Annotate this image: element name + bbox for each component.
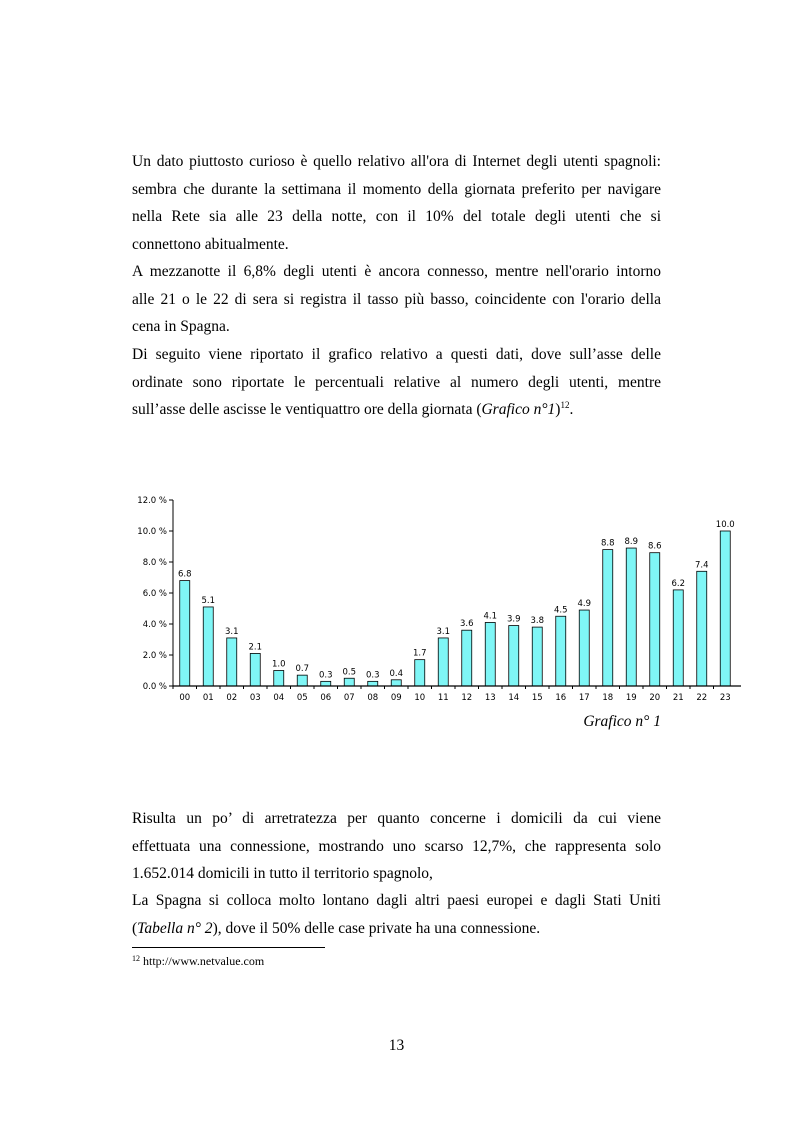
paragraph-2-line-2: alle 21 o le 22 di sera si registra il tasso più basso, coincidente con l'orario della	[132, 291, 661, 308]
data-label: 10.0	[715, 520, 735, 530]
x-tick-label: 21	[672, 693, 684, 703]
paragraph-1-line-4: connettono abitualmente.	[132, 236, 289, 253]
data-label: 3.6	[459, 619, 474, 630]
paragraph-1-line-2: sembra che durante la settimana il momento della giornata preferito per navigare	[132, 181, 661, 198]
x-tick-label: 14	[508, 693, 520, 703]
footnote-number: 12	[132, 954, 140, 963]
data-label: 6.2	[671, 578, 686, 589]
paragraph-5-line-2	[132, 915, 661, 943]
bar	[438, 638, 448, 686]
data-label: 3.1	[224, 626, 239, 637]
bar	[344, 678, 354, 686]
page-number: 13	[388, 1037, 405, 1054]
x-tick-label: 11	[437, 693, 449, 703]
data-label: 0.5	[342, 667, 357, 678]
paragraph-3-end: .	[569, 401, 574, 418]
paragraph-2-line-3: cena in Spagna.	[132, 318, 230, 335]
data-label: 4.1	[483, 611, 498, 622]
bar	[391, 680, 401, 686]
data-label: 0.3	[318, 670, 333, 681]
data-label: 0.4	[389, 668, 404, 679]
data-label: 0.3	[365, 670, 380, 681]
bar	[203, 607, 213, 686]
data-label: 3.1	[436, 626, 451, 637]
bar	[274, 671, 284, 687]
paragraph-3-line-3	[132, 396, 661, 424]
y-tick-label: 6.0 %	[142, 589, 167, 599]
y-tick-label: 4.0 %	[142, 620, 167, 630]
y-tick-label: 12.0 %	[137, 496, 167, 506]
paragraph-1-line-1: Un dato piuttosto curioso è quello relativo all'ora di Internet degli utenti spagnoli:	[132, 153, 661, 170]
paragraph-4-line-1: Risulta un po’ di arretratezza per quanto concerne i domicili da cui viene	[132, 810, 661, 827]
x-tick-label: 10	[414, 693, 426, 703]
bar	[532, 627, 542, 686]
x-tick-label: 07	[343, 693, 355, 703]
data-label: 3.8	[530, 616, 545, 627]
x-tick-label: 01	[202, 693, 214, 703]
paragraph-3-line-2: ordinate sono riportate le percentuali relative al numero degli utenti, mentre	[132, 374, 661, 391]
y-tick-label: 10.0 %	[137, 527, 167, 537]
bar	[650, 553, 660, 686]
bar	[509, 626, 519, 686]
y-tick-label: 0.0 %	[142, 682, 167, 692]
paragraph-5-line-1: La Spagna si colloca molto lontano dagli altri paesi europei e dagli Stati Uniti	[132, 892, 661, 909]
data-label: 8.6	[647, 541, 662, 552]
x-tick-label: 05	[296, 693, 308, 703]
data-label: 1.7	[412, 648, 427, 659]
data-label: 2.1	[248, 642, 263, 653]
x-tick-label: 13	[484, 693, 496, 703]
x-tick-label: 08	[367, 693, 379, 703]
x-tick-label: 22	[696, 693, 708, 703]
x-tick-label: 19	[625, 693, 637, 703]
x-tick-label: 00	[179, 693, 191, 703]
paragraph-5-open: (	[132, 920, 138, 937]
x-tick-label: 04	[273, 693, 285, 703]
table-reference: Tabella n° 2	[137, 920, 213, 937]
x-tick-label: 06	[320, 693, 332, 703]
x-tick-label: 17	[578, 693, 590, 703]
x-tick-label: 18	[602, 693, 614, 703]
bar	[673, 590, 683, 686]
bar	[603, 550, 613, 686]
bar	[250, 653, 260, 686]
bar	[321, 681, 331, 686]
paragraph-1-line-3: nella Rete sia alle 23 della notte, con il 10% del totale degli utenti che si	[132, 208, 661, 225]
x-tick-label: 03	[249, 693, 261, 703]
footnote-text: http://www.netvalue.com	[140, 954, 265, 968]
paragraph-2-line-1: A mezzanotte il 6,8% degli utenti è ancora connesso, mentre nell'orario intorno	[132, 263, 661, 280]
chart-caption: Grafico n° 1	[583, 713, 661, 730]
bar	[180, 581, 190, 686]
x-tick-label: 12	[461, 693, 473, 703]
bar	[556, 616, 566, 686]
y-tick-label: 2.0 %	[142, 651, 167, 661]
data-label: 4.9	[577, 599, 592, 610]
data-label: 1.0	[271, 659, 286, 670]
paragraph-4-line-2: effettuata una connessione, mostrando uno scarso 12,7%, che rappresenta solo	[132, 838, 661, 855]
chart-reference: Grafico n°1	[481, 401, 556, 418]
data-label: 3.9	[506, 614, 521, 625]
data-label: 4.5	[553, 605, 568, 616]
x-tick-label: 15	[531, 693, 543, 703]
paragraph-3-close: )	[555, 401, 561, 418]
paragraph-3-text: sull’asse delle ascisse le ventiquattro ore della giornata (	[132, 401, 482, 418]
bar	[462, 630, 472, 686]
data-label: 7.4	[694, 560, 709, 571]
y-tick-label: 8.0 %	[142, 558, 167, 568]
x-tick-label: 16	[555, 693, 567, 703]
data-label: 5.1	[201, 595, 216, 606]
data-label: 8.9	[624, 537, 639, 548]
data-label: 8.8	[600, 538, 615, 549]
x-tick-label: 09	[390, 693, 402, 703]
bar	[485, 622, 495, 686]
bar	[697, 571, 707, 686]
x-tick-label: 23	[719, 693, 731, 703]
bar	[415, 660, 425, 686]
bar	[368, 681, 378, 686]
bar	[297, 675, 307, 686]
bar	[720, 531, 730, 686]
bar	[579, 610, 589, 686]
footnote-separator	[132, 947, 325, 948]
data-label: 6.8	[177, 569, 192, 580]
x-tick-label: 02	[226, 693, 238, 703]
footnote	[132, 954, 264, 969]
x-tick-label: 20	[649, 693, 661, 703]
paragraph-3-line-1: Di seguito viene riportato il grafico relativo a questi dati, dove sull’asse delle	[132, 346, 661, 363]
paragraph-4-line-3: 1.652.014 domicili in tutto il territorio spagnolo,	[132, 865, 433, 882]
data-label: 0.7	[295, 664, 310, 675]
bar	[626, 548, 636, 686]
footnote-marker: 12	[560, 400, 570, 410]
bar	[227, 638, 237, 686]
paragraph-5-text: ), dove il 50% delle case private ha una connessione.	[212, 920, 541, 937]
hourly-users-bar-chart	[125, 488, 735, 708]
